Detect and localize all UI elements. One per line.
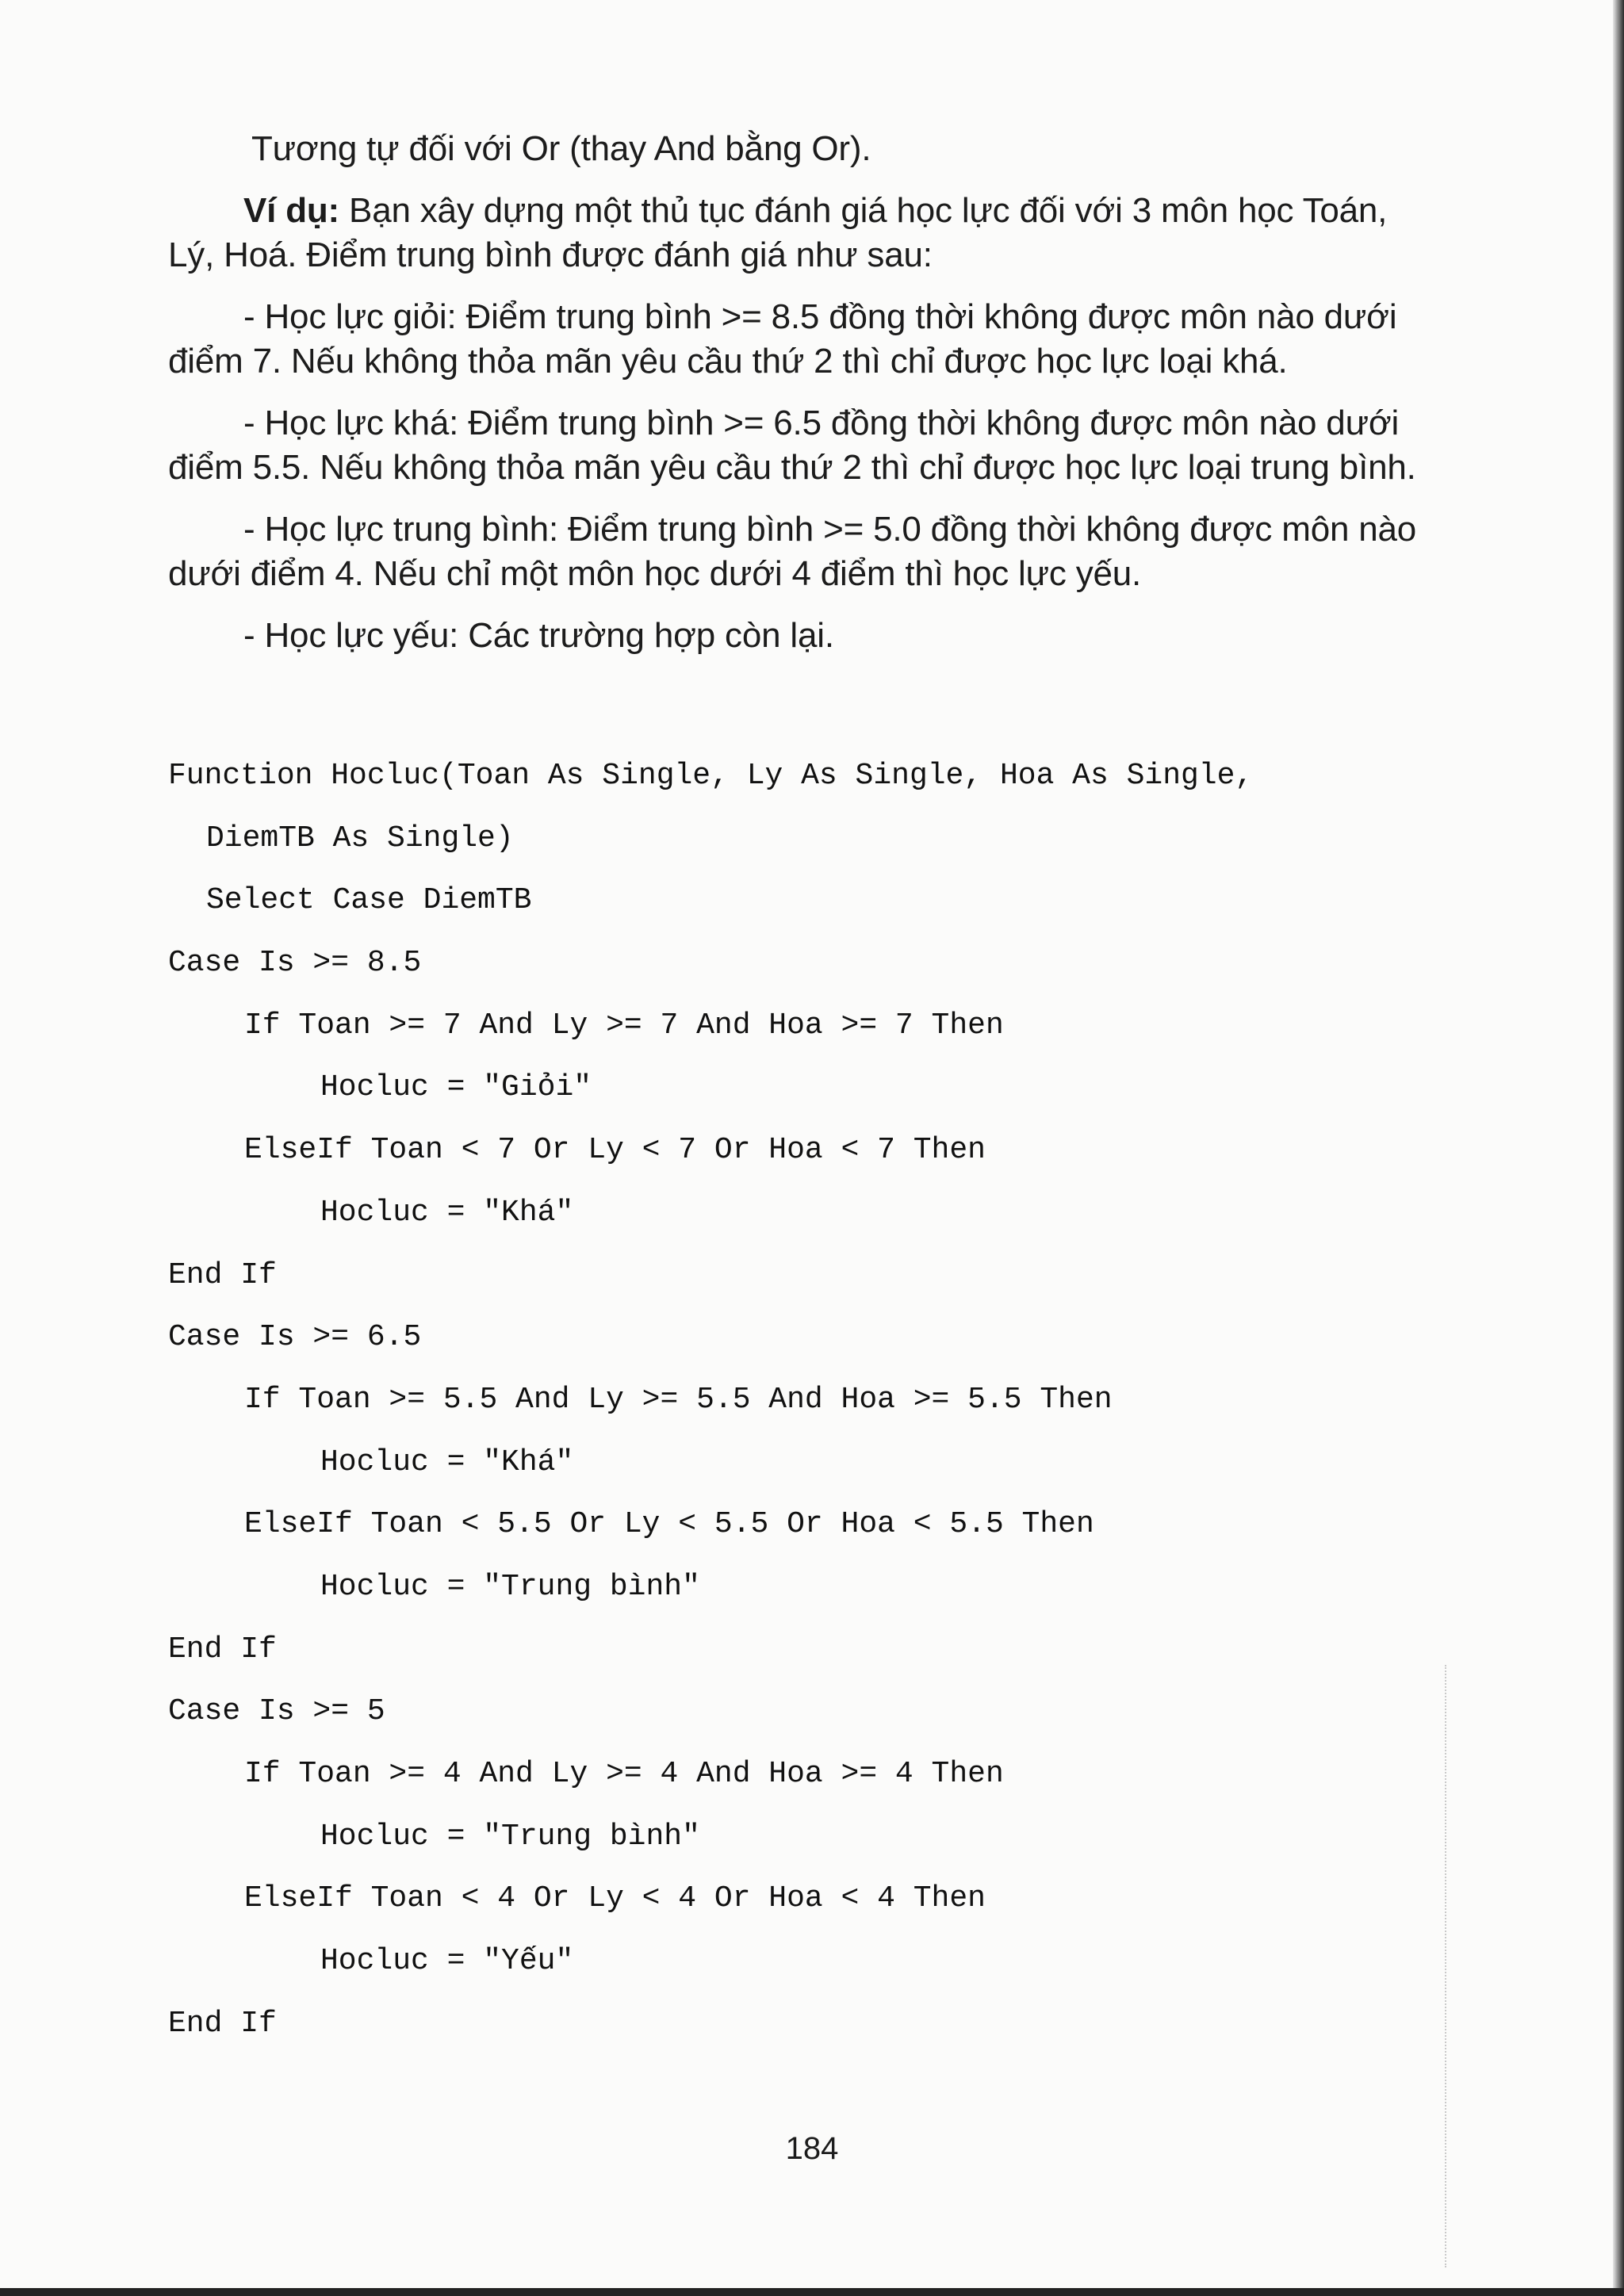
grade-trung-binh-paragraph: - Học lực trung bình: Điểm trung bình >= 5.0 đồng thời không được môn nào dưới điểm 4. Nếu chỉ một môn học dưới 4 điểm thì học lực yếu. [168, 510, 1417, 593]
code-listing [168, 745, 1453, 2055]
code-line: DiemTB As Single) [206, 821, 514, 855]
grade-yeu-paragraph: - Học lực yếu: Các trường hợp còn lại. [243, 616, 834, 655]
code-line: Hocluc = "Khá" [320, 1445, 574, 1479]
code-line: ElseIf Toan < 5.5 Or Ly < 5.5 Or Hoa < 5.5 Then [244, 1507, 1094, 1542]
code-line: ElseIf Toan < 4 Or Ly < 4 Or Hoa < 4 Then [244, 1881, 986, 1916]
grade-kha-paragraph: - Học lực khá: Điểm trung bình >= 6.5 đồng thời không được môn nào dưới điểm 5.5. Nếu không thỏa mãn yêu cầu thứ 2 thì chỉ được học lực loại trung bình. [168, 404, 1416, 487]
scan-margin-dots [1445, 1665, 1448, 2267]
code-line: Function Hocluc(Toan As Single, Ly As Single, Hoa As Single, [168, 759, 1254, 793]
code-line: End If [168, 2006, 277, 2041]
code-line: Hocluc = "Trung bình" [320, 1819, 700, 1854]
code-line: If Toan >= 7 And Ly >= 7 And Hoa >= 7 Then [244, 1008, 1004, 1043]
code-line: Hocluc = "Yếu" [320, 1944, 574, 1979]
example-text: Bạn xây dựng một thủ tục đánh giá học lực đối với 3 môn học Toán, Lý, Hoá. Điểm trung bình được đánh giá như sau: [168, 191, 1388, 274]
code-line: End If [168, 1257, 277, 1292]
code-line: Select Case DiemTB [206, 883, 532, 918]
grade-gioi-paragraph: - Học lực giỏi: Điểm trung bình >= 8.5 đồng thời không được môn nào dưới điểm 7. Nếu không thỏa mãn yêu cầu thứ 2 thì chỉ được học lực loại khá. [168, 297, 1397, 381]
code-line: Case Is >= 8.5 [168, 946, 422, 981]
code-line: If Toan >= 4 And Ly >= 4 And Hoa >= 4 Then [244, 1757, 1004, 1791]
example-paragraph [168, 189, 1437, 277]
code-line: Case Is >= 6.5 [168, 1320, 422, 1355]
scan-edge-right [1613, 0, 1624, 2296]
code-line: Hocluc = "Khá" [320, 1195, 574, 1230]
code-line: Case Is >= 5 [168, 1694, 385, 1729]
code-line: Hocluc = "Giỏi" [320, 1070, 592, 1105]
page-number: 184 [785, 2131, 839, 2166]
code-line: End If [168, 1632, 277, 1667]
scan-edge-bottom [0, 2288, 1624, 2296]
code-line: Hocluc = "Trung bình" [320, 1569, 700, 1604]
code-line: ElseIf Toan < 7 Or Ly < 7 Or Hoa < 7 Then [244, 1133, 986, 1168]
body-text [168, 127, 1437, 658]
paragraph: Tương tự đối với Or (thay And bằng Or). [251, 129, 871, 168]
example-label: Ví dụ: [243, 191, 340, 230]
code-line: If Toan >= 5.5 And Ly >= 5.5 And Hoa >= 5.5 Then [244, 1382, 1113, 1417]
